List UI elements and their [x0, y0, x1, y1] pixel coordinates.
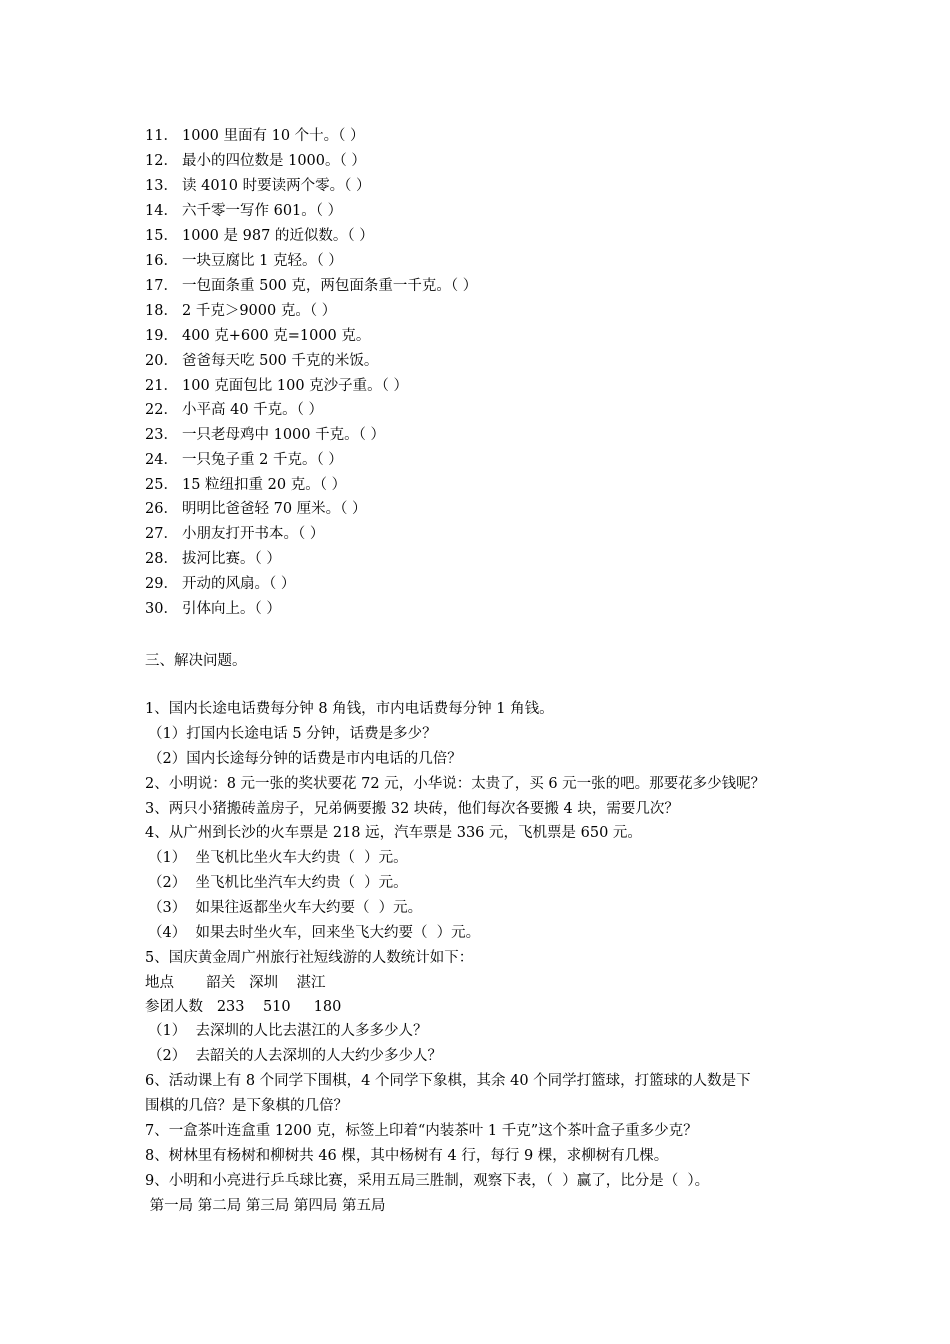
- judgement-item: 15． 1000 是 987 的近似数。（ ）: [145, 228, 374, 244]
- judgement-item: 22． 小平高 40 千克。（ ）: [145, 402, 324, 418]
- judgement-item: 26． 明明比爸爸轻 70 厘米。（ ）: [145, 501, 367, 517]
- judgement-item: 17． 一包面条重 500 克，两包面条重一千克。（ ）: [145, 278, 478, 294]
- problem-line: （2）国内长途每分钟的话费是市内电话的几倍？: [148, 751, 462, 767]
- judgement-item: 21． 100 克面包比 100 克沙子重。（ ）: [145, 378, 409, 394]
- problem-line: 第一局 第二局 第三局 第四局 第五局: [145, 1198, 386, 1214]
- judgement-item: 23． 一只老母鸡中 1000 千克。（ ）: [145, 427, 385, 443]
- judgement-item: 19． 400 克+600 克=1000 克。: [145, 328, 371, 344]
- problem-line: 9、小明和小亮进行乒乓球比赛，采用五局三胜制，观察下表，（ ）赢了，比分是（ ）。: [145, 1173, 710, 1189]
- judgement-item: 14． 六千零一写作 601。（ ）: [145, 203, 343, 219]
- problem-line: 地点 韶关 深圳 湛江: [145, 975, 326, 991]
- judgement-item: 16． 一块豆腐比 1 克轻。（ ）: [145, 253, 343, 269]
- problem-line: 3、两只小猪搬砖盖房子，兄弟俩要搬 32 块砖，他们每次各要搬 4 块，需要几次？: [145, 801, 679, 817]
- problem-line: 8、树林里有杨树和柳树共 46 棵，其中杨树有 4 行，每行 9 棵，求柳树有几棵。: [145, 1148, 669, 1164]
- judgement-item: 20． 爸爸每天吃 500 千克的米饭。: [145, 353, 379, 369]
- judgement-item: 18． 2 千克＞9000 克。（ ）: [145, 303, 337, 319]
- problem-line: 围棋的几倍？是下象棋的几倍？: [145, 1098, 348, 1114]
- problem-line: （1） 坐飞机比坐火车大约贵（ ）元。: [148, 850, 408, 866]
- problem-line: 7、一盒茶叶连盒重 1200 克，标签上印着“内装茶叶 1 千克”这个茶叶盒子重多少克？: [145, 1123, 698, 1139]
- section-title: 三、解决问题。: [145, 653, 247, 669]
- judgement-item: 25． 15 粒纽扣重 20 克。（ ）: [145, 477, 347, 493]
- judgement-item: 11． 1000 里面有 10 个十。（ ）: [145, 128, 365, 144]
- problem-line: 1、国内长途电话费每分钟 8 角钱，市内电话费每分钟 1 角钱。: [145, 701, 554, 717]
- problem-line: 5、国庆黄金周广州旅行社短线游的人数统计如下：: [145, 950, 474, 966]
- problem-line: 2、小明说：8 元一张的奖状要花 72 元，小华说：太贵了，买 6 元一张的吧。那要花多少钱呢？: [145, 776, 766, 792]
- problem-line: 6、活动课上有 8 个同学下围棋，4 个同学下象棋，其余 40 个同学打篮球，打篮球的人数是下: [145, 1073, 751, 1089]
- problem-line: （1）打国内长途电话 5 分钟，话费是多少？: [148, 726, 437, 742]
- problem-line: 4、从广州到长沙的火车票是 218 远，汽车票是 336 元，飞机票是 650 元。: [145, 825, 642, 841]
- judgement-item: 24． 一只兔子重 2 千克。（ ）: [145, 452, 343, 468]
- problem-line: （3） 如果往返都坐火车大约要（ ）元。: [148, 900, 423, 916]
- problem-line: 参团人数 233 510 180: [145, 999, 342, 1015]
- judgement-item: 28． 拔河比赛。（ ）: [145, 551, 281, 567]
- judgement-item: 27． 小朋友打开书本。（ ）: [145, 526, 325, 542]
- judgement-item: 13． 读 4010 时要读两个零。（ ）: [145, 178, 371, 194]
- judgement-item: 30． 引体向上。（ ）: [145, 601, 281, 617]
- judgement-item: 12． 最小的四位数是 1000。（ ）: [145, 153, 366, 169]
- problem-line: （4） 如果去时坐火车，回来坐飞大约要（ ）元。: [148, 925, 481, 941]
- problem-line: （1） 去深圳的人比去湛江的人多多少人？: [148, 1023, 428, 1039]
- problem-line: （2） 去韶关的人去深圳的人大约少多少人？: [148, 1048, 442, 1064]
- problem-line: （2） 坐飞机比坐汽车大约贵（ ）元。: [148, 875, 408, 891]
- judgement-item: 29． 开动的风扇。（ ）: [145, 576, 296, 592]
